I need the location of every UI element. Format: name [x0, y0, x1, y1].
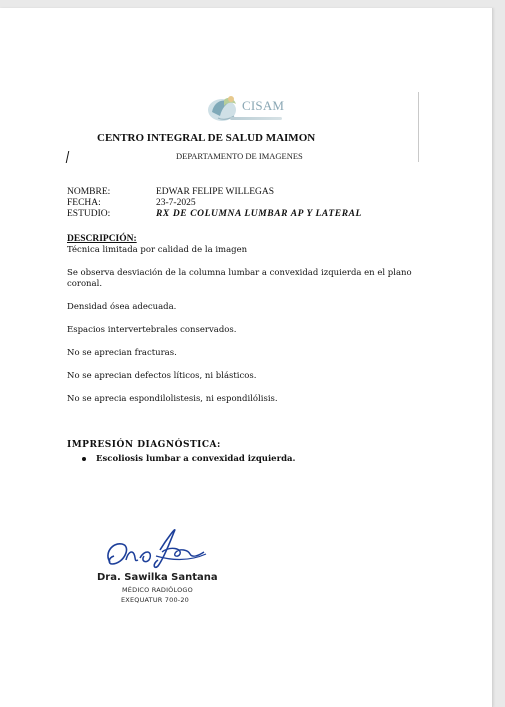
- description-paragraph: No se aprecian defectos líticos, ni blásticos.: [67, 371, 257, 381]
- impression-list: [82, 454, 295, 464]
- impression-item: [82, 454, 295, 464]
- description-paragraph: Espacios intervertebrales conservados.: [67, 325, 237, 335]
- name-value: EDWAR FELIPE WILLEGAS: [156, 187, 275, 197]
- study-label: ESTUDIO:: [67, 209, 111, 219]
- department-title: DEPARTAMENTO DE IMAGENES: [176, 151, 303, 161]
- logo-emblem-icon: [204, 90, 244, 126]
- signer-role: MÉDICO RADIÓLOGO: [122, 586, 193, 594]
- description-heading: DESCRIPCIÓN:: [67, 234, 137, 244]
- header-divider: [418, 92, 419, 162]
- description-paragraph: Se observa desviación de la columna lumbar a convexidad izquierda en el plano coronal.: [67, 268, 412, 289]
- date-value: 23-7-2025: [156, 198, 196, 208]
- bullet-icon: [82, 457, 86, 461]
- signer-exequatur: EXEQUATUR 700-20: [121, 596, 190, 604]
- institution-title: CENTRO INTEGRAL DE SALUD MAIMON: [97, 132, 316, 144]
- impression-heading: IMPRESIÓN DIAGNÓSTICA:: [67, 440, 221, 450]
- logo-text: CISAM: [242, 98, 285, 113]
- logo-tagline: [230, 117, 282, 120]
- description-paragraph: Densidad ósea adecuada.: [67, 302, 177, 312]
- document-page: [0, 8, 493, 707]
- signer-name: Dra. Sawilka Santana: [97, 572, 218, 583]
- description-section: [67, 234, 427, 405]
- date-row: [67, 198, 362, 209]
- description-paragraph: No se aprecian fracturas.: [67, 348, 177, 358]
- study-row: [67, 209, 362, 220]
- date-label: FECHA:: [67, 198, 101, 208]
- description-paragraph: No se aprecia espondilolistesis, ni espondilólisis.: [67, 394, 278, 404]
- impression-item-text: Escoliosis lumbar a convexidad izquierda.: [96, 454, 296, 464]
- name-row: [67, 187, 362, 198]
- cisam-logo: [204, 90, 284, 128]
- text-cursor: [66, 151, 70, 163]
- description-paragraph: Técnica limitada por calidad de la imagen: [67, 245, 248, 255]
- study-value: RX DE COLUMNA LUMBAR AP Y LATERAL: [156, 209, 362, 219]
- patient-info: [67, 187, 362, 220]
- name-label: NOMBRE:: [67, 187, 111, 197]
- handwritten-signature: [100, 520, 212, 576]
